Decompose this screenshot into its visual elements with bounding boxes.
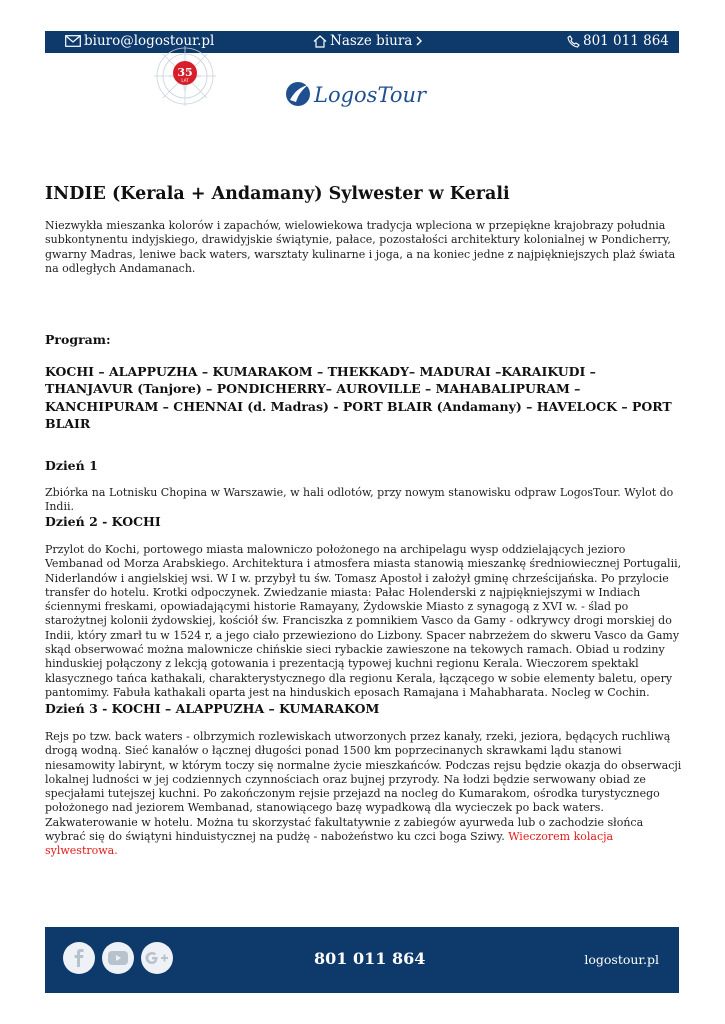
facebook-icon — [73, 949, 85, 967]
offices-text: Nasze biura — [330, 33, 413, 49]
day-heading: Dzień 2 - KOCHI — [45, 514, 161, 529]
top-contact-bar — [45, 31, 679, 53]
youtube-button[interactable] — [102, 942, 134, 974]
brand-wordmark: LogosTour — [314, 83, 427, 107]
day-text-body: Rejs po tzw. back waters - olbrzymich rozlewiskach utworzonych przez kanały, rzeki, jeziora, będących ruchliwą drogą wodną. Sieć kanałów o łącznej długości ponad 1500 km poprzecinanych skrawkami lądu stanowi niesamowity labirynt, w którym toczy się normalne życie mieszkańców. Podczas rejsu będzie okazja do obserwacji lokalnej ludności w jej codziennych czynnościach oraz bujnej przyrody. Na łodzi będzie serwowany obiad ze specjałami tutejszej kuchni. Po zakończonym rejsie przejazd na nocleg do Kumarakom, ośrodka turystycznego położonego nad jeziorem Wembanad, stanowiącego bazę wypadkową dla wycieczek po back waters. Zakwaterowanie w hotelu. Można tu skorzystać fakultatywnie z zabiegów ayurweda lub o zachodzie słońca wybrać się do świątyni hinduistycznej na pudżę - nabożeństwo ku czci boga Sziwy. — [45, 730, 682, 844]
footer-site-link[interactable]: logostour.pl — [584, 952, 659, 967]
logostour-logo — [284, 78, 427, 114]
anniversary-word: LAT — [181, 78, 189, 83]
highlight-text: Wieczorem kolacja sylwestrowa. — [45, 830, 614, 858]
footer — [45, 927, 679, 993]
facebook-button[interactable] — [63, 942, 95, 974]
youtube-icon — [108, 951, 128, 965]
home-icon — [313, 35, 327, 48]
day-heading: Dzień 3 - KOCHI – ALAPPUZHA – KUMARAKOM — [45, 701, 380, 716]
day-text: Przylot do Kochi, portowego miasta malowniczo położonego na archipelagu wysp oddzielających jezioro Vembanad od Morza Arabskiego. Architektura i atmosfera miasta stanowią mieszankę średniowiecznej Portugalii, Niderlandów i angielskiej wsi. W I w. przybył tu św. Tomasz Apostoł i założył gminę chrześcijańska. Po przylocie transfer do hotelu. Krotki odpoczynek. Zwiedzanie miasta: Pałac Holenderski z najpiękniejszymi w Indiach ściennymi freskami, opowiadającymi historie Ramayany, Żydowskie Miasto z synagogą z XVI w. - ślad po starożytnej kolonii żydowskiej, kościół św. Franciszka z pomnikiem Vasco da Gamy - odkrywcy drogi morskiej do Indii, który zmarł tu w 1524 r, a jego ciało przewieziono do Lizbony. Spacer nabrzeżem do skweru Vasco da Gamy skąd obserwować można malownicze chińskie sieci rybackie zawieszone na tekowych ramach. Obiad u rodziny hinduskiej połączony z lekcją gotowania i prezentacją typowej kuchni regionu Kerala. Wieczorem spektakl klasycznego tańca kathakali, charakterystycznego dla regionu Kerala, łączącego w sobie elementy baletu, opery pantomimy. Fabuła kathakali oparta jest na hinduskich eposach Ramajana i Mahabharata. Nocleg w Cochin. — [45, 543, 682, 699]
email-link[interactable] — [65, 33, 214, 49]
day-heading: Dzień 1 — [45, 458, 98, 473]
day-text — [45, 730, 685, 859]
offices-link[interactable] — [313, 33, 424, 49]
envelope-icon — [65, 35, 81, 47]
program-heading: Program: — [45, 332, 111, 347]
email-text: biuro@logostour.pl — [84, 33, 215, 49]
phone-text: 801 011 864 — [583, 33, 669, 49]
page-title: INDIE (Kerala + Andamany) Sylwester w Kerali — [45, 184, 510, 204]
chevron-right-icon — [415, 36, 424, 46]
google-plus-icon — [145, 951, 169, 965]
anniversary-number: 35 — [177, 66, 193, 79]
day-text: Zbiórka na Lotnisku Chopina w Warszawie, w hali odlotów, przy nowym stanowisku odpraw LogosTour. Wylot do Indii. — [45, 486, 674, 514]
phone-link[interactable] — [567, 33, 669, 49]
anniversary-35-logo — [146, 52, 224, 114]
intro-paragraph: Niezwykła mieszanka kolorów i zapachów, wielowiekowa tradycja wpleciona w przepiękne krajobrazy południa subkontynentu indyjskiego, drawidyjskie świątynie, pałace, pozostałości architektury kolonialnej w Pondicherry, gwarny Madras, leniwe back waters, warsztaty kulinarne i joga, a na koniec jedne z najpiękniejszych plaż świata na odległych Andamanach. — [45, 219, 676, 275]
route-line: KOCHI – ALAPPUZHA – KUMARAKOM – THEKKADY– MADURAI –KARAIKUDI – THANJAVUR (Tanjore) – PONDICHERRY– AUROVILLE – MAHABALIPURAM – KANCHIPURAM – CHENNAI (d. Madras) - PORT BLAIR (Andamany) – HAVELOCK – PORT BLAIR — [45, 364, 672, 431]
footer-phone[interactable]: 801 011 864 — [314, 949, 426, 968]
phone-icon — [567, 35, 580, 48]
google-plus-button[interactable] — [141, 942, 173, 974]
